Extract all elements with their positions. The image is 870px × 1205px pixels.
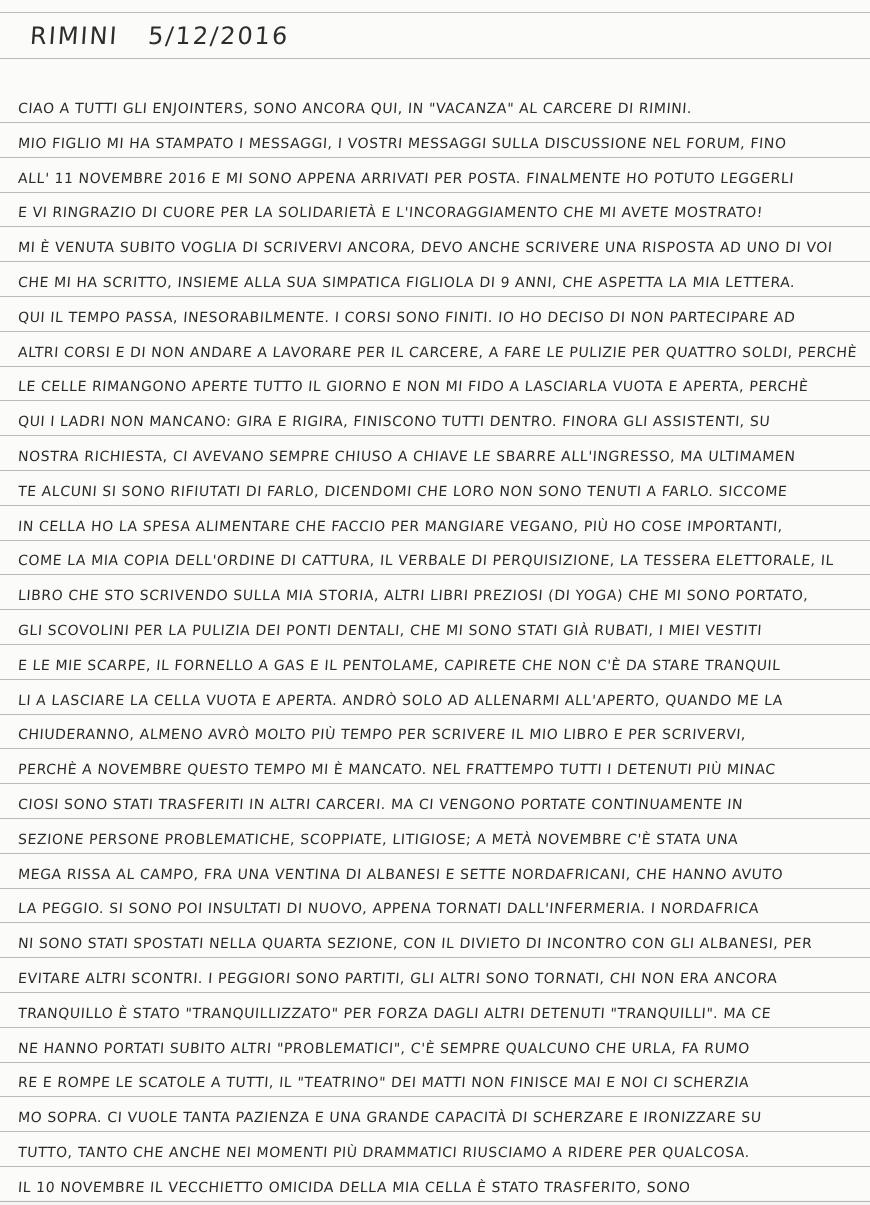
handwritten-line: QUI IL TEMPO PASSA, INESORABILMENTE. I CORSI SONO FINITI. IO HO DECISO DI NON PARTECIPARE AD: [17, 310, 797, 326]
handwritten-line: PERCHÈ A NOVEMBRE QUESTO TEMPO MI È MANCATO. NEL FRATTEMPO TUTTI I DETENUTI PIÙ MINAC: [17, 762, 777, 778]
handwritten-line: LIBRO CHE STO SCRIVENDO SULLA MIA STORIA, ALTRI LIBRI PREZIOSI (DI YOGA) CHE MI SONO PORTATO,: [17, 588, 809, 604]
handwritten-line: ALL' 11 NOVEMBRE 2016 E MI SONO APPENA ARRIVATI PER POSTA. FINALMENTE HO POTUTO LEGGERLI: [17, 171, 795, 187]
handwritten-line: QUI I LADRI NON MANCANO: GIRA E RIGIRA, FINISCONO TUTTI DENTRO. FINORA GLI ASSISTENTI, SU: [17, 414, 771, 430]
handwritten-line: NOSTRA RICHIESTA, CI AVEVANO SEMPRE CHIUSO A CHIAVE LE SBARRE ALL'INGRESSO, MA ULTIMAMEN: [17, 449, 797, 465]
handwritten-line: MIO FIGLIO MI HA STAMPATO I MESSAGGI, I VOSTRI MESSAGGI SULLA DISCUSSIONE NEL FORUM, FINO: [17, 136, 788, 152]
handwritten-line: CIAO A TUTTI GLI ENJOINTERS, SONO ANCORA QUI, IN "VACANZA" AL CARCERE DI RIMINI.: [17, 101, 693, 117]
header-city: RIMINI: [29, 22, 120, 50]
handwritten-line: EVITARE ALTRI SCONTRI. I PEGGIORI SONO PARTITI, GLI ALTRI SONO TORNATI, CHI NON ERA ANCORA: [17, 971, 779, 987]
handwritten-line: GLI SCOVOLINI PER LA PULIZIA DEI PONTI DENTALI, CHE MI SONO STATI GIÀ RUBATI, I MIEI VESTITI: [17, 623, 763, 639]
handwritten-line: IN CELLA HO LA SPESA ALIMENTARE CHE FACCIO PER MANGIARE VEGANO, PIÙ HO COSE IMPORTANTI,: [17, 519, 784, 535]
handwritten-line: CHIUDERANNO, ALMENO AVRÒ MOLTO PIÙ TEMPO PER SCRIVERE IL MIO LIBRO E PER SCRIVERVI,: [17, 727, 747, 743]
handwritten-line: MI È VENUTA SUBITO VOGLIA DI SCRIVERVI ANCORA, DEVO ANCHE SCRIVERE UNA RISPOSTA AD UNO DI VOI: [17, 240, 834, 256]
handwritten-line: TRANQUILLO È STATO "TRANQUILLIZZATO" PER FORZA DAGLI ALTRI DETENUTI "TRANQUILLI". MA CE: [17, 1006, 772, 1022]
handwritten-line: MEGA RISSA AL CAMPO, FRA UNA VENTINA DI ALBANESI E SETTE NORDAFRICANI, CHE HANNO AVUTO: [17, 867, 784, 883]
handwritten-line: MO SOPRA. CI VUOLE TANTA PAZIENZA E UNA GRANDE CAPACITÀ DI SCHERZARE E IRONIZZARE SU: [17, 1110, 763, 1126]
ruled-line: [0, 58, 870, 59]
handwritten-line: E LE MIE SCARPE, IL FORNELLO A GAS E IL PENTOLAME, CAPIRETE CHE NON C'È DA STARE TRANQUIL: [17, 658, 782, 674]
handwritten-line: NI SONO STATI SPOSTATI NELLA QUARTA SEZIONE, CON IL DIVIETO DI INCONTRO CON GLI ALBANESI, PER: [17, 936, 813, 952]
handwritten-line: NE HANNO PORTATI SUBITO ALTRI "PROBLEMATICI", C'È SEMPRE QUALCUNO CHE URLA, FA RUMO: [17, 1041, 751, 1057]
handwritten-line: CIOSI SONO STATI TRASFERITI IN ALTRI CARCERI. MA CI VENGONO PORTATE CONTINUAMENTE IN: [17, 797, 744, 813]
letter-header: [29, 22, 310, 50]
ruled-line: [0, 12, 870, 13]
handwritten-line: COME LA MIA COPIA DELL'ORDINE DI CATTURA, IL VERBALE DI PERQUISIZIONE, LA TESSERA ELETTORALE, IL: [17, 553, 835, 569]
handwritten-line: CHE MI HA SCRITTO, INSIEME ALLA SUA SIMPATICA FIGLIOLA DI 9 ANNI, CHE ASPETTA LA MIA LETTERA.: [17, 275, 796, 291]
handwritten-line: SEZIONE PERSONE PROBLEMATICHE, SCOPPIATE, LITIGIOSE; A METÀ NOVEMBRE C'È STATA UNA: [17, 832, 739, 848]
handwritten-line: TUTTO, TANTO CHE ANCHE NEI MOMENTI PIÙ DRAMMATICI RIUSCIAMO A RIDERE PER QUALCOSA.: [17, 1145, 751, 1161]
handwritten-line: RE E ROMPE LE SCATOLE A TUTTI, IL "TEATRINO" DEI MATTI NON FINISCE MAI E NOI CI SCHERZIA: [17, 1075, 750, 1091]
handwritten-line: IL 10 NOVEMBRE IL VECCHIETTO OMICIDA DELLA MIA CELLA È STATO TRASFERITO, SONO: [17, 1180, 691, 1196]
handwritten-line: LE CELLE RIMANGONO APERTE TUTTO IL GIORNO E NON MI FIDO A LASCIARLA VUOTA E APERTA, PERCHÈ: [17, 379, 809, 395]
handwritten-line: ALTRI CORSI E DI NON ANDARE A LAVORARE PER IL CARCERE, A FARE LE PULIZIE PER QUATTRO SOLDI, PERCHÈ: [17, 345, 858, 361]
handwritten-line: LA PEGGIO. SI SONO POI INSULTATI DI NUOVO, APPENA TORNATI DALL'INFERMERIA. I NORDAFRICA: [17, 901, 760, 917]
header-date: 5/12/2016: [147, 22, 291, 50]
handwritten-line: TE ALCUNI SI SONO RIFIUTATI DI FARLO, DICENDOMI CHE LORO NON SONO TENUTI A FARLO. SICCOME: [17, 484, 788, 500]
handwritten-line: LI A LASCIARE LA CELLA VUOTA E APERTA. ANDRÒ SOLO AD ALLENARMI ALL'APERTO, QUANDO ME LA: [17, 693, 784, 709]
handwritten-line: E VI RINGRAZIO DI CUORE PER LA SOLIDARIETÀ E L'INCORAGGIAMENTO CHE MI AVETE MOSTRATO!: [17, 205, 764, 221]
